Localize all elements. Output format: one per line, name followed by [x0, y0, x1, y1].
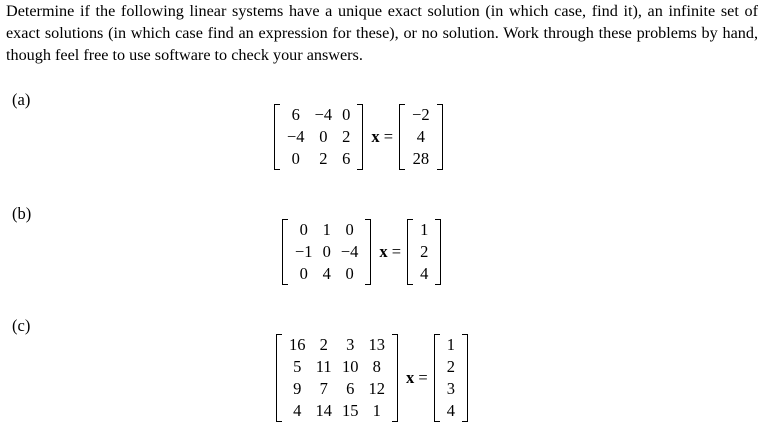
vector-cell: 28	[412, 149, 430, 168]
matrix-cell: 12	[368, 379, 385, 398]
matrix-cell: 15	[342, 401, 359, 420]
equals-sign: =	[391, 242, 402, 261]
matrix-cell: 0	[322, 242, 331, 261]
problem-a-rhs-vector	[399, 104, 443, 170]
vector-cell: 2	[420, 242, 429, 261]
problem-b-rhs-vector	[407, 219, 441, 285]
vector-cell: 4	[420, 264, 429, 283]
problem-a-equation	[274, 104, 443, 170]
matrix-cell: 3	[346, 335, 355, 354]
problem-b-equation	[282, 219, 441, 285]
matrix-cell: 1	[372, 401, 381, 420]
matrix-cell: 6	[342, 149, 351, 168]
matrix-cell: 11	[315, 357, 332, 376]
equals-sign: =	[418, 368, 428, 387]
matrix-cell: 4	[322, 264, 331, 283]
matrix-cell: 0	[299, 220, 308, 239]
matrix-cell: 2	[319, 335, 328, 354]
matrix-cell: 7	[319, 379, 328, 398]
variable-x: x	[371, 127, 380, 146]
problem-b-label: (b)	[12, 204, 32, 223]
matrix-cell: 8	[372, 357, 381, 376]
vector-cell: 1	[446, 335, 455, 354]
vector-cell: 4	[416, 127, 425, 146]
matrix-cell: 0	[342, 105, 351, 124]
matrix-cell: 0	[319, 127, 328, 146]
matrix-cell: 6	[346, 379, 355, 398]
vector-cell: 1	[420, 220, 429, 239]
matrix-cell: 0	[299, 264, 308, 283]
matrix-cell: 5	[293, 357, 302, 376]
problem-c-x-equals	[398, 368, 434, 388]
matrix-cell: 4	[293, 401, 302, 420]
matrix-cell: 0	[345, 220, 354, 239]
matrix-cell: 13	[368, 335, 385, 354]
matrix-cell: −4	[314, 105, 333, 124]
matrix-cell: 0	[291, 149, 300, 168]
matrix-cell: −4	[340, 242, 359, 261]
matrix-cell: 6	[291, 105, 300, 124]
matrix-cell: 1	[322, 220, 331, 239]
problem-b-x-equals	[371, 242, 407, 262]
matrix-cell: 9	[293, 379, 302, 398]
matrix-cell: −1	[295, 242, 313, 261]
vector-cell: 2	[446, 357, 455, 376]
vector-cell: −2	[412, 105, 430, 124]
problem-c-rhs-vector	[434, 334, 468, 422]
problem-c-equation	[276, 334, 468, 422]
variable-x: x	[406, 368, 415, 387]
matrix-cell: 10	[342, 357, 359, 376]
equals-sign: =	[383, 127, 394, 146]
problem-a-matrix	[274, 104, 363, 170]
matrix-cell: −4	[287, 127, 305, 146]
matrix-cell: 2	[319, 149, 328, 168]
problem-b-matrix	[282, 219, 371, 285]
matrix-cell: 14	[315, 401, 332, 420]
problem-a-x-equals	[363, 127, 399, 147]
problem-instructions: Determine if the following linear systems have a unique exact solution (in which case, find it), an infinite set of exact solutions (in which case find an expression for these), or no solution. Work through these problems by hand, though feel free to use software to check your answers.	[6, 2, 758, 64]
vector-cell: 3	[446, 379, 455, 398]
matrix-cell: 0	[345, 264, 354, 283]
matrix-cell: 2	[342, 127, 351, 146]
variable-x: x	[379, 242, 388, 261]
vector-cell: 4	[446, 401, 455, 420]
problem-c-label: (c)	[12, 316, 31, 335]
problem-c-matrix	[276, 334, 398, 422]
matrix-cell: 16	[289, 335, 306, 354]
problem-a-label: (a)	[12, 90, 31, 109]
